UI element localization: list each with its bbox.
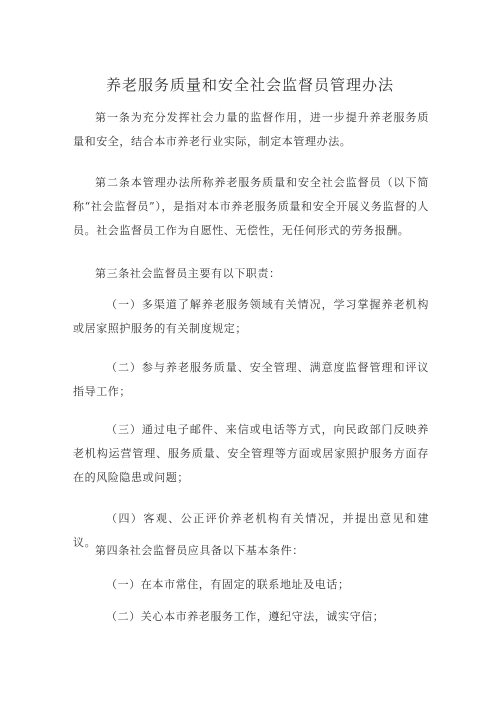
article-1-paragraph: 第一条为充分发挥社会力量的监督作用，进一步提升养老服务质量和安全，结合本市养老行业实际，制定本管理办法。 (73, 111, 429, 148)
article-3-item-2: （二）参与养老服务质量、安全管理、满意度监督管理和评议指导工作； (73, 361, 429, 398)
document-title: 养老服务质量和安全社会监督员管理办法 (105, 76, 394, 94)
article-3-item-1: （一）多渠道了解养老服务领域有关情况，学习掌握养老机构或居家照护服务的有关制度规定； (73, 298, 429, 335)
article-3-item-3: （三）通过电子邮件、来信或电话等方式，向民政部门反映养老机构运营管理、服务质量、安全管理等方面或居家照护服务方面存在的风险隐患或问题； (73, 423, 429, 484)
article-2-paragraph: 第二条本管理办法所称养老服务质量和安全社会监督员（以下简称“社会监督员”），是指对本市养老服务质量和安全开展义务监督的人员。社会监督员工作为自愿性、无偿性，无任何形式的劳务报酬。 (73, 176, 429, 237)
article-4-item-1: （一）在本市常住，有固定的联系地址及电话； (106, 578, 350, 591)
article-3-item-4: （四）客观、公正评价养老机构有关情况，并提出意见和建议。 (73, 512, 429, 549)
article-4-item-2: （二）关心本市养老服务工作，遵纪守法，诚实守信； (106, 610, 385, 623)
article-4-paragraph: 第四条社会监督员应具备以下基本条件： (95, 544, 304, 557)
article-3-paragraph: 第三条社会监督员主要有以下职责： (95, 267, 281, 280)
